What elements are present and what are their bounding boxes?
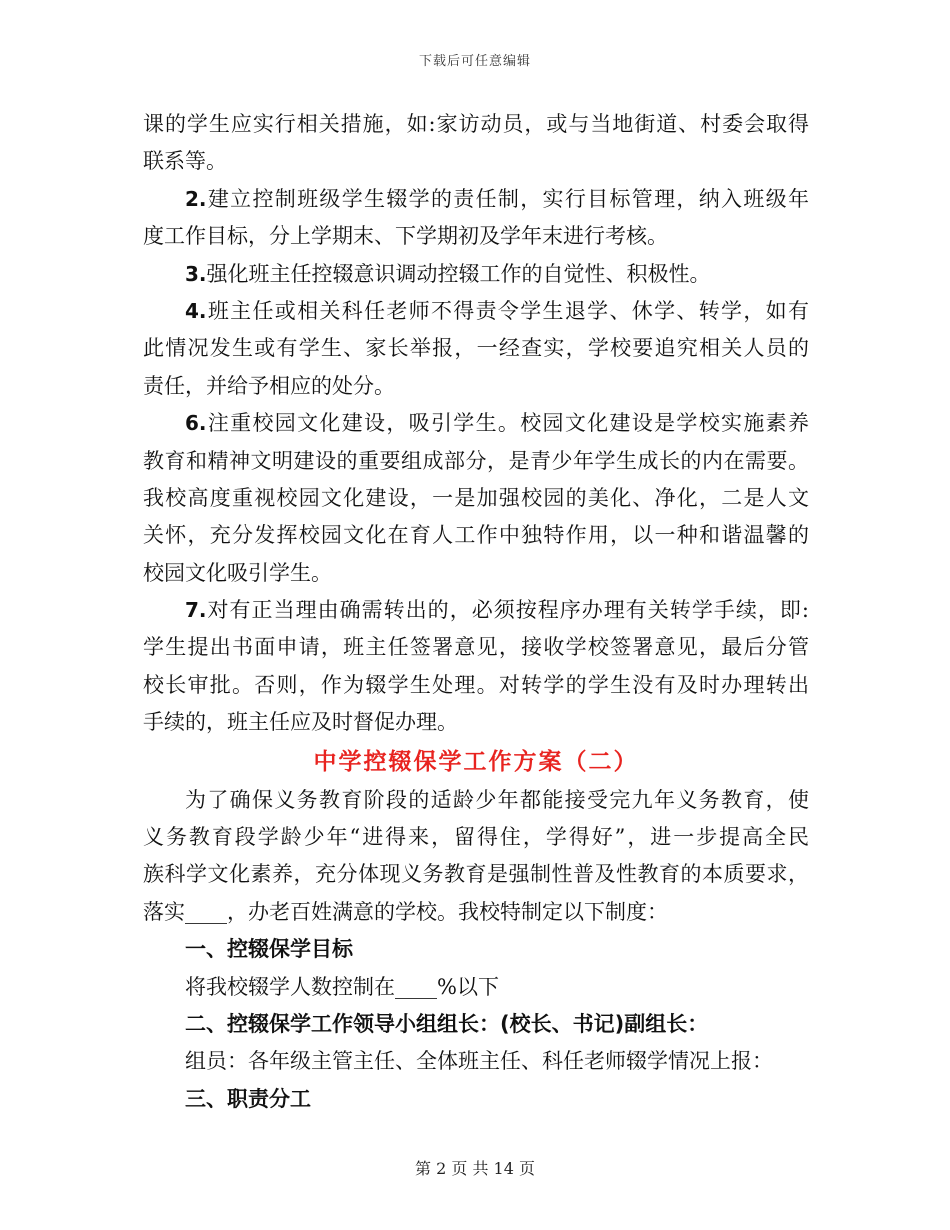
- list-number: 7.: [185, 598, 207, 623]
- list-number: 3.: [185, 261, 207, 286]
- paragraph-line: 此情况发生或有学生、家长举报，一经查实，学校要追究相关人员的: [143, 336, 809, 361]
- list-number: 2.: [185, 186, 207, 211]
- subheading-duties: 三、职责分工: [185, 1086, 311, 1111]
- paragraph-line: 义务教育段学龄少年“进得来，留得住，学得好”，进一步提高全民: [143, 825, 809, 850]
- list-number: 4.: [185, 298, 207, 323]
- paragraph-line: 课的学生应实行相关措施，如:家访动员，或与当地街道、村委会取得: [143, 112, 809, 136]
- paragraph-line: 落实____，办老百姓满意的学校。我校特制定以下制度：: [143, 899, 668, 924]
- list-item-text: 强化班主任控辍意识调动控辍工作的自觉性、积极性。: [206, 261, 711, 286]
- list-item-3: [143, 256, 809, 293]
- page-number: 第 2 页 共 14 页: [415, 1159, 535, 1178]
- paragraph-line: 我校高度重视校园文化建设，一是加强校园的美化、净化，二是人文: [143, 485, 809, 510]
- subheading-leadership: 二、控辍保学工作领导小组组长：(校长、书记)副组长：: [185, 1011, 709, 1036]
- section-title: 中学控辍保学工作方案（二）: [313, 747, 639, 775]
- paragraph-line: 责任，并给予相应的处分。: [143, 373, 395, 398]
- paragraph-line: 关怀，充分发挥校园文化在育人工作中独特作用，以一种和谐温馨的: [143, 523, 809, 548]
- header-note: 下载后可任意编辑: [418, 54, 531, 69]
- list-item-text: 对有正当理由确需转出的，必须按程序办理有关转学手续，即:: [206, 598, 809, 623]
- document-body: [143, 106, 809, 1118]
- paragraph-line: 族科学文化素养，充分体现义务教育是强制性普及性教育的本质要求，: [143, 862, 809, 887]
- list-item-6: [143, 405, 809, 442]
- list-number: 6.: [185, 411, 207, 436]
- list-item-text: 班主任或相关科任老师不得责令学生退学、休学、转学，如有: [206, 298, 809, 323]
- paragraph-line: 组员：各年级主管主任、全体班主任、科任老师辍学情况上报：: [185, 1049, 773, 1074]
- list-item-7: [143, 592, 809, 629]
- list-item-4: [143, 293, 809, 330]
- paragraph-line: 将我校辍学人数控制在____%以下: [185, 974, 499, 999]
- paragraph-line: 联系等。: [143, 149, 227, 174]
- paragraph-line: 为了确保义务教育阶段的适龄少年都能接受完九年义务教育，使: [185, 787, 809, 812]
- paragraph-line: 教育和精神文明建设的重要组成部分，是青少年学生成长的内在需要。: [143, 448, 809, 473]
- list-item-text: 注重校园文化建设，吸引学生。校园文化建设是学校实施素养: [206, 411, 809, 436]
- list-item-text: 建立控制班级学生辍学的责任制，实行目标管理，纳入班级年: [206, 186, 809, 211]
- paragraph-line: 校长审批。否则，作为辍学生处理。对转学的学生没有及时办理转出: [143, 672, 809, 697]
- list-item-2: [143, 181, 809, 218]
- paragraph-line: 校园文化吸引学生。: [143, 560, 332, 585]
- paragraph-line: 度工作目标，分上学期末、下学期初及学年末进行考核。: [143, 224, 668, 249]
- paragraph-line: 学生提出书面申请，班主任签署意见，接收学校签署意见，最后分管: [143, 635, 809, 660]
- paragraph-line: 手续的，班主任应及时督促办理。: [143, 710, 458, 735]
- subheading-goals: 一、控辍保学目标: [185, 937, 353, 962]
